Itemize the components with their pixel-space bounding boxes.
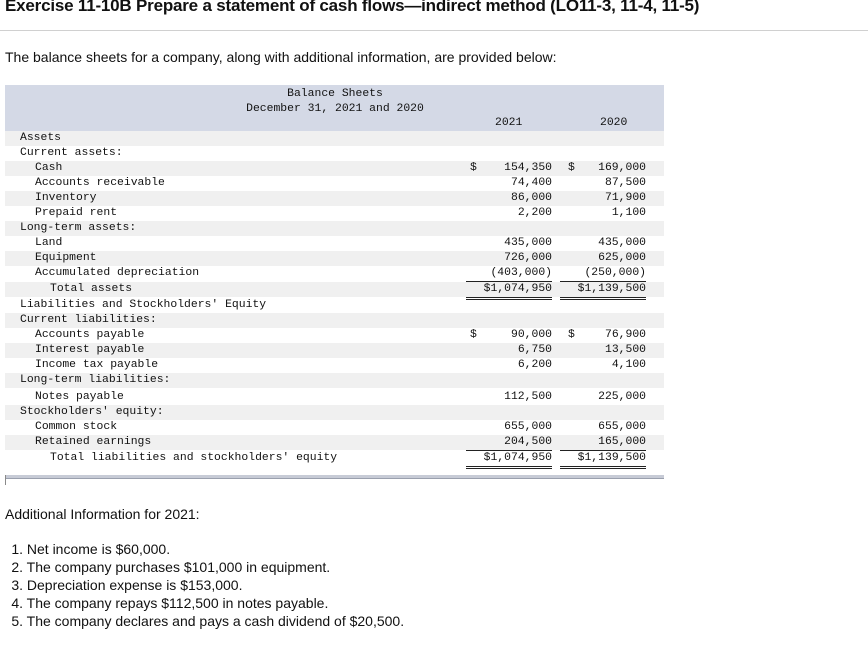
table-row: [5, 161, 664, 176]
value-2021: 726,000: [504, 252, 552, 264]
table-row: [5, 266, 664, 281]
table-row: [5, 390, 664, 405]
currency-sign-2020: $: [568, 162, 575, 174]
list-item-text: Net income is $60,000.: [26, 541, 171, 557]
row-label: Equipment: [35, 252, 97, 264]
value-2021: 86,000: [510, 192, 552, 204]
value-2020: 225,000: [598, 391, 646, 403]
row-label: Interest payable: [35, 344, 145, 356]
table-row: [5, 282, 664, 297]
row-label: Assets: [20, 132, 62, 144]
list-item-text: The company repays $112,500 in notes payable.: [26, 595, 329, 611]
table-row: [5, 298, 664, 313]
list-item-number: 3.: [11, 577, 23, 593]
table-row: [5, 236, 664, 251]
title-divider: [0, 30, 868, 31]
value-2020: 625,000: [598, 252, 646, 264]
value-2021: 655,000: [504, 421, 552, 433]
table-row: [5, 435, 664, 450]
table-row: [5, 313, 664, 328]
row-label: Total liabilities and stockholders' equity: [50, 452, 338, 464]
row-label: Prepaid rent: [35, 207, 118, 219]
value-2020: 13,500: [604, 344, 646, 356]
table-row: [5, 328, 664, 343]
row-label: Accounts receivable: [35, 177, 165, 189]
list-item-number: 5.: [11, 613, 23, 629]
row-label: Current liabilities:: [20, 314, 157, 326]
exercise-title: Exercise 11-10B Prepare a statement of cash flows—indirect method (LO11-3, 11-4, 11-5): [5, 0, 700, 15]
row-label: Common stock: [35, 421, 118, 433]
list-item-text: The company declares and pays a cash dividend of $20,500.: [26, 613, 405, 629]
list-item-number: 1.: [11, 541, 23, 557]
value-2020: $1,139,500: [560, 282, 646, 300]
currency-sign-2020: $: [568, 329, 575, 341]
list-item: [0, 558, 404, 576]
value-2021: 112,500: [504, 391, 552, 403]
value-2021: $1,074,950: [466, 282, 552, 300]
value-2020: 165,000: [560, 435, 646, 451]
value-2020: (250,000): [560, 266, 646, 282]
row-label: Stockholders' equity:: [20, 406, 164, 418]
value-2021: 2,200: [517, 207, 552, 219]
additional-info-list: [0, 540, 404, 630]
row-label: Cash: [35, 162, 63, 174]
list-item-text: Depreciation expense is $153,000.: [26, 577, 243, 593]
value-2020: 76,900: [604, 329, 646, 341]
value-2020: 71,900: [604, 192, 646, 204]
table-row: [5, 405, 664, 420]
row-label: Long-term liabilities:: [20, 374, 171, 386]
table-row: [5, 451, 664, 466]
list-item: [0, 540, 404, 558]
table-row: [5, 176, 664, 191]
value-2021: (403,000): [466, 266, 552, 282]
additional-info-title: Additional Information for 2021:: [5, 506, 200, 522]
value-2021: 6,200: [517, 359, 552, 371]
row-label: Total assets: [50, 283, 133, 295]
row-label: Accumulated depreciation: [35, 267, 200, 279]
list-item-text: The company purchases $101,000 in equipment.: [26, 559, 331, 575]
row-label: Liabilities and Stockholders' Equity: [20, 299, 267, 311]
row-label: Current assets:: [20, 147, 123, 159]
table-row: [5, 131, 664, 146]
value-2021: 74,400: [510, 177, 552, 189]
row-label: Income tax payable: [35, 359, 159, 371]
column-header-2020: 2020: [600, 117, 628, 129]
value-2021: 154,350: [504, 162, 552, 174]
list-item: [0, 576, 404, 594]
table-edge-mark: [5, 475, 6, 485]
table-row: [5, 206, 664, 221]
list-item: [0, 612, 404, 630]
table-row: [5, 373, 664, 388]
value-2020: 4,100: [611, 359, 646, 371]
row-label: Land: [35, 237, 63, 249]
table-row: [5, 191, 664, 206]
value-2020: 87,500: [604, 177, 646, 189]
balance-sheet-table: [5, 85, 664, 485]
table-row: [5, 420, 664, 435]
value-2021: 6,750: [517, 344, 552, 356]
table-bottom-bar: [5, 475, 664, 479]
currency-sign-2021: $: [470, 329, 477, 341]
row-label: Notes payable: [35, 391, 124, 403]
list-item-number: 2.: [11, 559, 23, 575]
value-2020: 655,000: [598, 421, 646, 433]
list-item-number: 4.: [11, 595, 23, 611]
table-row: [5, 343, 664, 358]
value-2020: 169,000: [598, 162, 646, 174]
table-row: [5, 358, 664, 373]
row-label: Retained earnings: [35, 436, 152, 448]
intro-text: The balance sheets for a company, along with additional information, are provided below:: [5, 49, 557, 65]
value-2020: 435,000: [598, 237, 646, 249]
value-2020: $1,139,500: [560, 451, 646, 469]
list-item: [0, 594, 404, 612]
value-2021: 435,000: [504, 237, 552, 249]
row-label: Long-term assets:: [20, 222, 137, 234]
value-2021: 204,500: [466, 435, 552, 451]
value-2021: 90,000: [510, 329, 552, 341]
column-header-2021: 2021: [495, 117, 523, 129]
table-row: [5, 221, 664, 236]
value-2020: 1,100: [611, 207, 646, 219]
table-title: Balance Sheets: [287, 88, 383, 100]
table-subtitle: December 31, 2021 and 2020: [246, 103, 424, 115]
value-2021: $1,074,950: [466, 451, 552, 469]
row-label: Inventory: [35, 192, 97, 204]
row-label: Accounts payable: [35, 329, 145, 341]
currency-sign-2021: $: [470, 162, 477, 174]
table-row: [5, 251, 664, 266]
table-row: [5, 146, 664, 161]
